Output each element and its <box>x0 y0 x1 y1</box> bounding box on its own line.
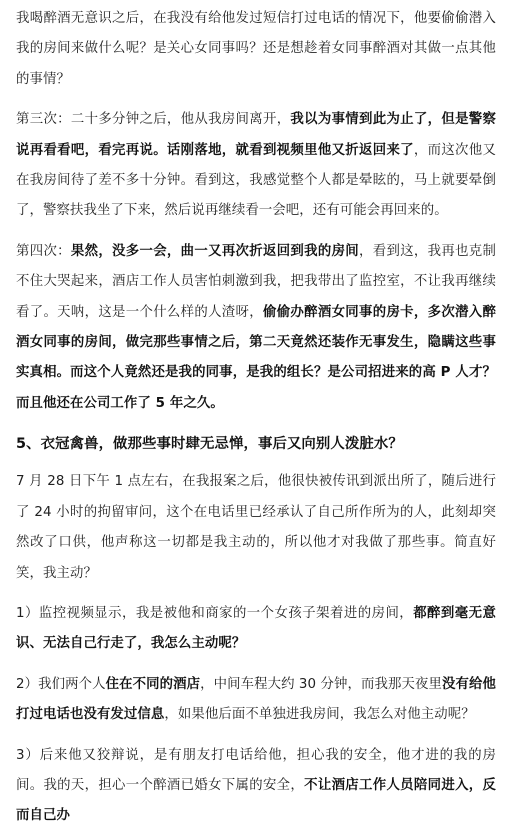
text: ，看到这，我再也克制不住大哭起来，酒店工作人员害怕刺激到我，把我带出了监控室，不让我再继续看了。天呐，这是一个什么样的人渣呀， <box>16 243 497 320</box>
paragraph <box>16 105 496 227</box>
bold-text: 偷偷办醉酒女同事的房卡，多次潜入醉酒女同事的房间，做完那些事情之后，第二天竟然还装作无事发生，隐瞒这些事实真相。而这个人竟然还是我的同事，是我的组长？是公司招进来的高 P 人才？而且他还在公司工作了 5 年之久。 <box>16 304 496 411</box>
section-heading: 5、衣冠禽兽，做那些事时肆无忌惮，事后又向别人泼脏水？ <box>16 436 403 453</box>
paragraph <box>16 4 496 95</box>
paragraph <box>16 599 496 660</box>
text: 我喝醉酒无意识之后，在我没有给他发过短信打过电话的情况下，他要偷偷潜入我的房间来做什么呢？是关心女同事吗？还是想趁着女同事醉酒对其做一点其他的事情？ <box>16 11 496 87</box>
text: ，中间车程大约 30 分钟，而我那天夜里 <box>200 676 442 692</box>
text: 7 月 28 日下午 1 点左右，在我报案之后，他很快被传讯到派出所了，随后进行了 24 小时的拘留审问，这个在电话里已经承认了自己所作所为的人，此刻却突然改了口供，他声称这一切都是我主动的，所以他才对我做了那些事。简直好笑，我主动？ <box>16 474 496 581</box>
text: 3）后来他又狡辩说，是有朋友打电话给他，担心我的安全，他才进的我的房间。我的天，担心一个醉酒已婚女下属的安全， <box>16 747 496 793</box>
paragraph <box>16 467 496 589</box>
bold-text: 我以为事情到此为止了，但是警察说再看看吧，看完再说。话刚落地，就看到视频里他又折返回来了 <box>16 112 497 158</box>
bold-text: 果然，没多一会，曲一又再次折返回到我的房间 <box>70 243 360 259</box>
text: 第四次： <box>16 243 71 259</box>
paragraph <box>16 741 496 832</box>
article-page <box>0 4 510 824</box>
article-body-top <box>16 4 496 419</box>
paragraph <box>16 670 496 731</box>
text: 1）监控视频显示，我是被他和商家的一个女孩子架着进的房间， <box>16 605 414 621</box>
bold-text: 不让酒店工作人员陪同进入，反而自己办 <box>16 777 496 824</box>
bold-text: 没有给他打过电话也没有发过信息 <box>16 676 496 723</box>
article-body-bottom <box>16 467 496 831</box>
text: ，而这次他又在我房间待了差不多十分钟。看到这，我感觉整个人都是晕眩的，马上就要晕倒了，警察扶我坐了下来，然后说再继续看一会吧，还有可能会再回来的。 <box>16 142 496 219</box>
text: 第三次：二十多分钟之后，他从我房间离开， <box>16 112 291 128</box>
paragraph <box>16 237 496 419</box>
text: ，如果他后面不单独进我房间，我怎么对他主动呢？ <box>164 707 475 723</box>
bold-text: 住在不同的酒店 <box>105 676 201 692</box>
text: 2）我们两个人 <box>16 676 106 692</box>
bold-text: 都醉到毫无意识、无法自己行走了，我怎么主动呢？ <box>16 605 496 652</box>
